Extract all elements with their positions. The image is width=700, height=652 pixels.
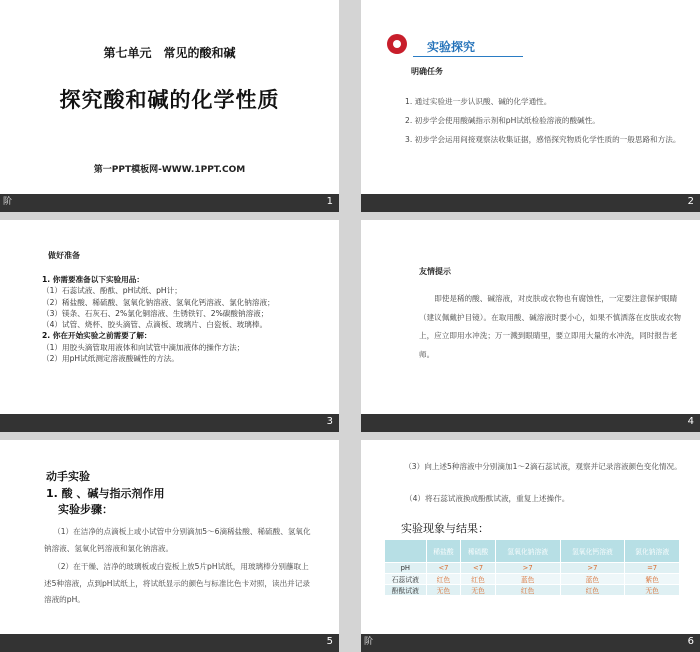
slide-number: 2 (687, 196, 694, 207)
results-table (384, 539, 680, 596)
table-header-row (385, 540, 680, 563)
footer-label: 阶 (3, 197, 13, 207)
slide-number: 5 (326, 636, 333, 647)
step-paragraph: （2）在干燥、洁净的玻璃板或白瓷板上放5片pH试纸，用玻璃棒分别蘸取上述5种溶液，点到pH试纸上，将试纸显示的颜色与标准比色卡对照，读出并记录溶液的pH。 (44, 562, 310, 604)
table-row-header: 酚酞试液 (385, 585, 427, 596)
section-header: 实验探究 (427, 40, 476, 54)
table-cell: >7 (560, 563, 625, 574)
task-list (405, 94, 685, 151)
slide-3[interactable] (0, 220, 339, 432)
list-item: 1. 你需要准备以下实验用品： (42, 275, 144, 284)
table-header-cell: 氢氧化钙溶液 (560, 540, 625, 563)
table-cell: 红色 (461, 574, 496, 585)
slide-5[interactable] (0, 440, 339, 652)
list-item: （2）稀盐酸、稀硫酸、氢氧化钠溶液、氢氧化钙溶液、氯化钠溶液； (42, 297, 275, 307)
experiment-heading: 动手实验 (46, 470, 90, 483)
table-row-header: 石蕊试液 (385, 574, 427, 585)
table-cell: =7 (625, 563, 680, 574)
table-row-header: pH (385, 563, 427, 574)
slide-2[interactable] (361, 0, 700, 212)
table-cell: 蓝色 (560, 574, 625, 585)
slide-1[interactable] (0, 0, 339, 212)
slide-footer-bar (0, 634, 339, 652)
table-cell: 无色 (625, 585, 680, 596)
steps-heading: 实验步骤： (58, 503, 113, 516)
table-cell: <7 (426, 563, 461, 574)
table-header-cell: 稀硫酸 (461, 540, 496, 563)
slide-number: 3 (326, 416, 333, 427)
slide-6[interactable] (361, 440, 700, 652)
table-row (385, 563, 680, 574)
table-cell: 红色 (426, 574, 461, 585)
table-header-cell: 稀盐酸 (426, 540, 461, 563)
list-item: 1. 通过实验进一步认识酸、碱的化学通性。 (405, 97, 552, 106)
slide-number: 6 (687, 636, 694, 647)
table-cell: 无色 (426, 585, 461, 596)
slide-footer-bar (361, 194, 700, 212)
tip-paragraph: 即使是稀的酸、碱溶液，对皮肤或衣物也有腐蚀性，一定要注意保护眼睛（建议佩戴护目镜）。在取用酸、碱溶液时要小心，如果不慎洒落在皮肤或衣物上，应立即用水冲洗；万一溅到眼睛里，要立即用大量的水冲洗，同时报告老师。 (419, 294, 681, 359)
slide-number: 4 (687, 416, 694, 427)
list-item: （1）用胶头滴管取用液体和向试管中滴加液体的操作方法； (42, 342, 245, 352)
table-cell: 红色 (495, 585, 560, 596)
slide-footer-bar (361, 414, 700, 432)
record-icon (387, 34, 407, 54)
list-item: （3）镁条、石灰石、2%氯化铜溶液、生锈铁钉、2%碳酸钠溶液； (42, 308, 269, 318)
prep-heading: 做好准备 (48, 251, 80, 260)
table-cell: >7 (495, 563, 560, 574)
slide-footer-bar (0, 414, 339, 432)
experiment-subheading: 1. 酸 、碱与指示剂作用 (46, 487, 165, 500)
table-cell: 无色 (461, 585, 496, 596)
table-header-cell (385, 540, 427, 563)
header-underline (413, 56, 523, 57)
list-item: （4）试管、烧杯、胶头滴管、点滴板、玻璃片、白瓷板、玻璃棒。 (42, 320, 268, 330)
table-cell: <7 (461, 563, 496, 574)
unit-title: 第七单元 常见的酸和碱 (103, 46, 236, 60)
results-heading: 实验现象与结果： (401, 522, 489, 535)
site-label: 第一PPT模板网-WWW.1PPT.COM (93, 165, 246, 175)
step-paragraph: （4）将石蕊试液换成酚酞试液，重复上述操作。 (405, 494, 570, 503)
table-header-cell: 氢氧化钠溶液 (495, 540, 560, 563)
table-header-cell: 氯化钠溶液 (625, 540, 680, 563)
list-item: （2）用pH试纸测定溶液酸碱性的方法。 (42, 354, 179, 364)
slide-4[interactable] (361, 220, 700, 432)
table-cell: 蓝色 (495, 574, 560, 585)
tip-heading: 友情提示 (419, 267, 451, 276)
list-item: 2. 你在开始实验之前需要了解： (42, 331, 152, 341)
list-item: 3. 初步学会运用间接观察法收集证据，感悟探究物质化学性质的一般思路和方法。 (405, 135, 681, 144)
step-paragraph: （1）在洁净的点滴板上或小试管中分别滴加5～6滴稀盐酸、稀硫酸、氢氧化钠溶液、氢氧化钙溶液和氯化钠溶液。 (44, 527, 311, 553)
slide-title: 探究酸和碱的化学性质 (59, 88, 280, 112)
slide-footer-bar (0, 194, 339, 212)
table-row (385, 585, 680, 596)
list-item: （1）石蕊试液、酚酞、pH试纸、pH计； (42, 286, 182, 296)
step-paragraph: （3）向上述5种溶液中分别滴加1～2滴石蕊试液，观察并记录溶液颜色变化情况。 (404, 462, 682, 471)
footer-label: 阶 (364, 637, 374, 647)
list-item: 2. 初步学会使用酸碱指示剂和pH试纸检验溶液的酸碱性。 (405, 116, 600, 125)
slide-footer-bar (361, 634, 700, 652)
prep-list (42, 274, 334, 364)
slide-number: 1 (326, 196, 333, 207)
task-heading: 明确任务 (411, 67, 443, 76)
table-row (385, 574, 680, 585)
table-cell: 紫色 (625, 574, 680, 585)
table-cell: 红色 (560, 585, 625, 596)
